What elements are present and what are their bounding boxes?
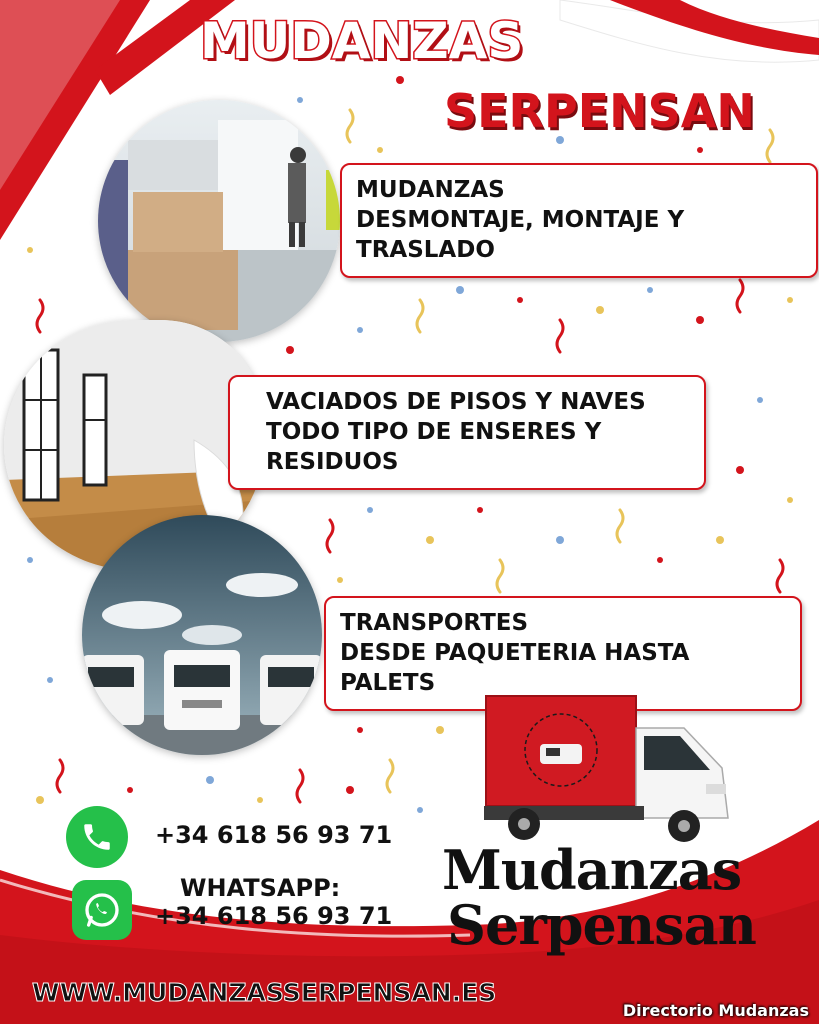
service-line: TRANSPORTES	[340, 610, 529, 636]
brand-name-line2: Serpensan	[447, 893, 756, 957]
service-line: TRASLADO	[356, 237, 495, 263]
service-line: MUDANZAS	[356, 177, 505, 203]
phone-icon[interactable]	[66, 806, 128, 868]
website-link[interactable]: WWW.MUDANZASSERPENSAN.ES	[32, 978, 497, 1007]
service-line: PALETS	[340, 670, 436, 696]
page-title: MUDANZAS	[200, 12, 524, 70]
phone-number[interactable]: +34 618 56 93 71	[155, 821, 393, 849]
service-card-moving	[340, 163, 818, 278]
whatsapp-icon[interactable]	[72, 880, 132, 940]
moving-truck-illustration	[484, 688, 736, 848]
page-subtitle: SERPENSAN	[444, 84, 755, 138]
whatsapp-number[interactable]: +34 618 56 93 71	[155, 902, 393, 930]
directory-watermark: Directorio Mudanzas	[622, 1001, 809, 1020]
service-card-clearances	[228, 375, 706, 490]
service-line: DESMONTAJE, MONTAJE Y	[356, 207, 685, 233]
service-line: DESDE PAQUETERIA HASTA	[340, 640, 690, 666]
vans-photo	[82, 515, 322, 755]
brand-name-line1: Mudanzas	[442, 838, 742, 902]
service-line: VACIADOS DE PISOS Y NAVES	[266, 389, 646, 415]
whatsapp-label: WHATSAPP:	[180, 874, 341, 902]
service-line: RESIDUOS	[266, 449, 399, 475]
moving-boxes-photo	[98, 100, 340, 342]
service-line: TODO TIPO DE ENSERES Y	[266, 419, 602, 445]
